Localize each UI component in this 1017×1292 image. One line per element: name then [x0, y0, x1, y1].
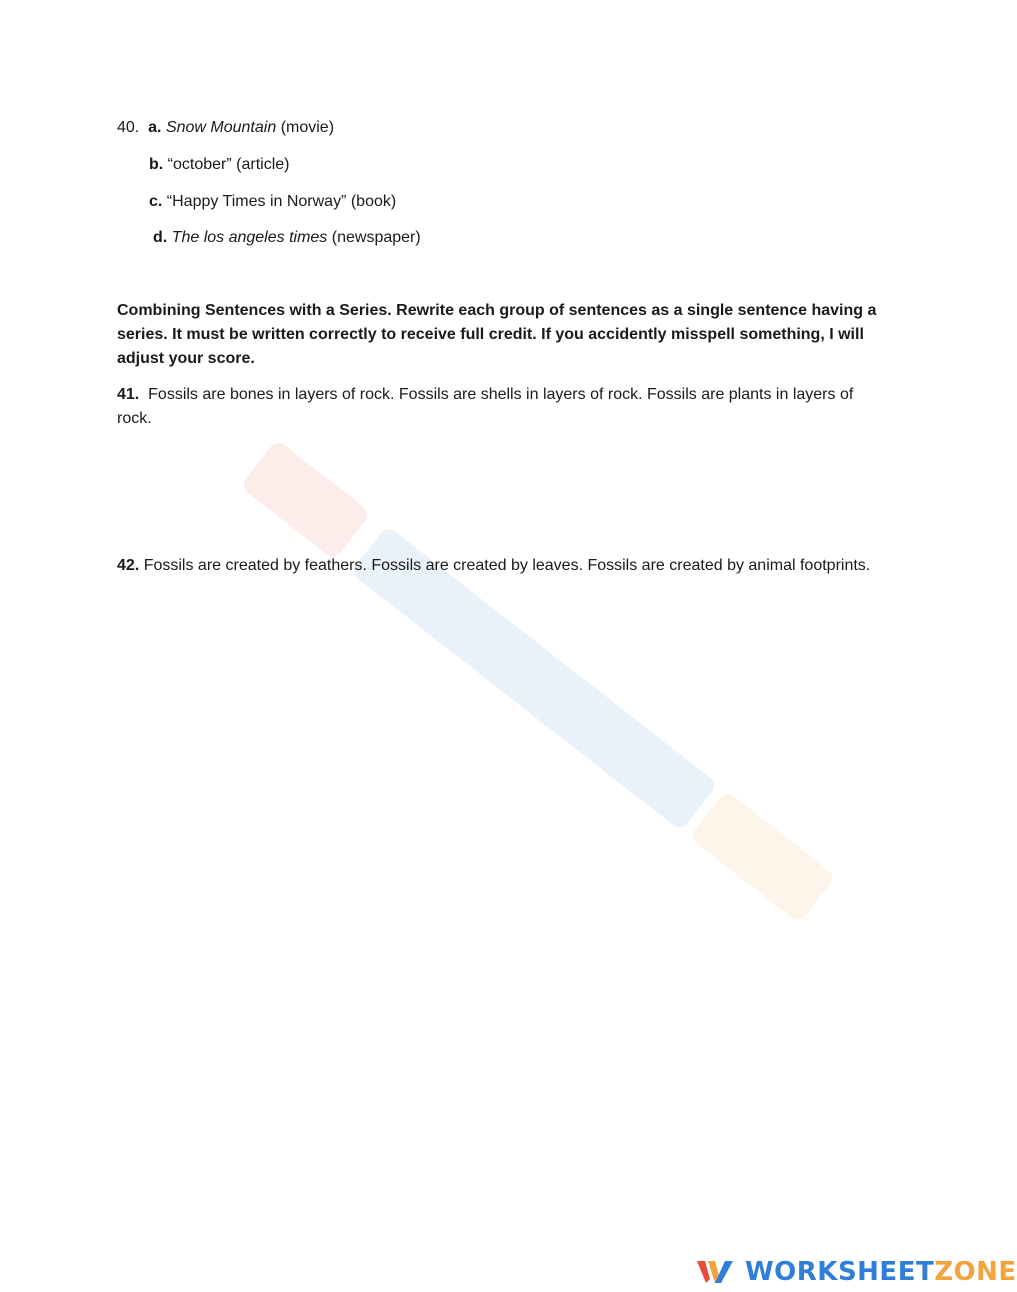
- q41-text: Fossils are bones in layers of rock. Fossils are shells in layers of rock. Fossils are plants in layers of rock.: [117, 386, 854, 427]
- logo-part1: WORKSHEET: [745, 1257, 935, 1287]
- watermark-logo: [140, 380, 900, 980]
- q40-number: 40.: [117, 119, 140, 136]
- q40-b-letter: b.: [149, 156, 164, 173]
- q40-c-letter: c.: [149, 193, 163, 210]
- q42: [117, 554, 870, 578]
- q42-text: Fossils are created by feathers. Fossils are created by leaves. Fossils are created by animal footprints.: [143, 557, 871, 574]
- q41: [117, 383, 877, 431]
- q40-d-type: (newspaper): [331, 229, 421, 246]
- q40-item-b: [149, 153, 289, 177]
- q40-d-title: The los angeles times: [171, 229, 328, 246]
- q40-c-text: “Happy Times in Norway” (book): [166, 193, 397, 210]
- q40-item-d: [153, 226, 421, 250]
- q40-a-type: (movie): [280, 119, 335, 136]
- worksheetzone-logo[interactable]: [695, 1252, 1017, 1292]
- q40-d-letter: d.: [153, 229, 168, 246]
- q40-item-c: [149, 190, 396, 214]
- w-logo-icon: [695, 1257, 735, 1287]
- q40-item-a: [117, 116, 334, 140]
- q40-a-letter: a.: [148, 119, 162, 136]
- logo-part2: ZONE: [934, 1257, 1017, 1287]
- q42-number: 42.: [117, 557, 140, 574]
- logo-wordmark: [745, 1257, 1017, 1287]
- q41-number: 41.: [117, 386, 140, 403]
- q40-a-title: Snow Mountain: [165, 119, 277, 136]
- instructions: Combining Sentences with a Series. Rewrite each group of sentences as a single sentence having a series. It must be written correctly to receive full credit. If you accidently misspell something, I will adjust your score.: [117, 302, 877, 367]
- q40-b-text: “october” (article): [167, 156, 290, 173]
